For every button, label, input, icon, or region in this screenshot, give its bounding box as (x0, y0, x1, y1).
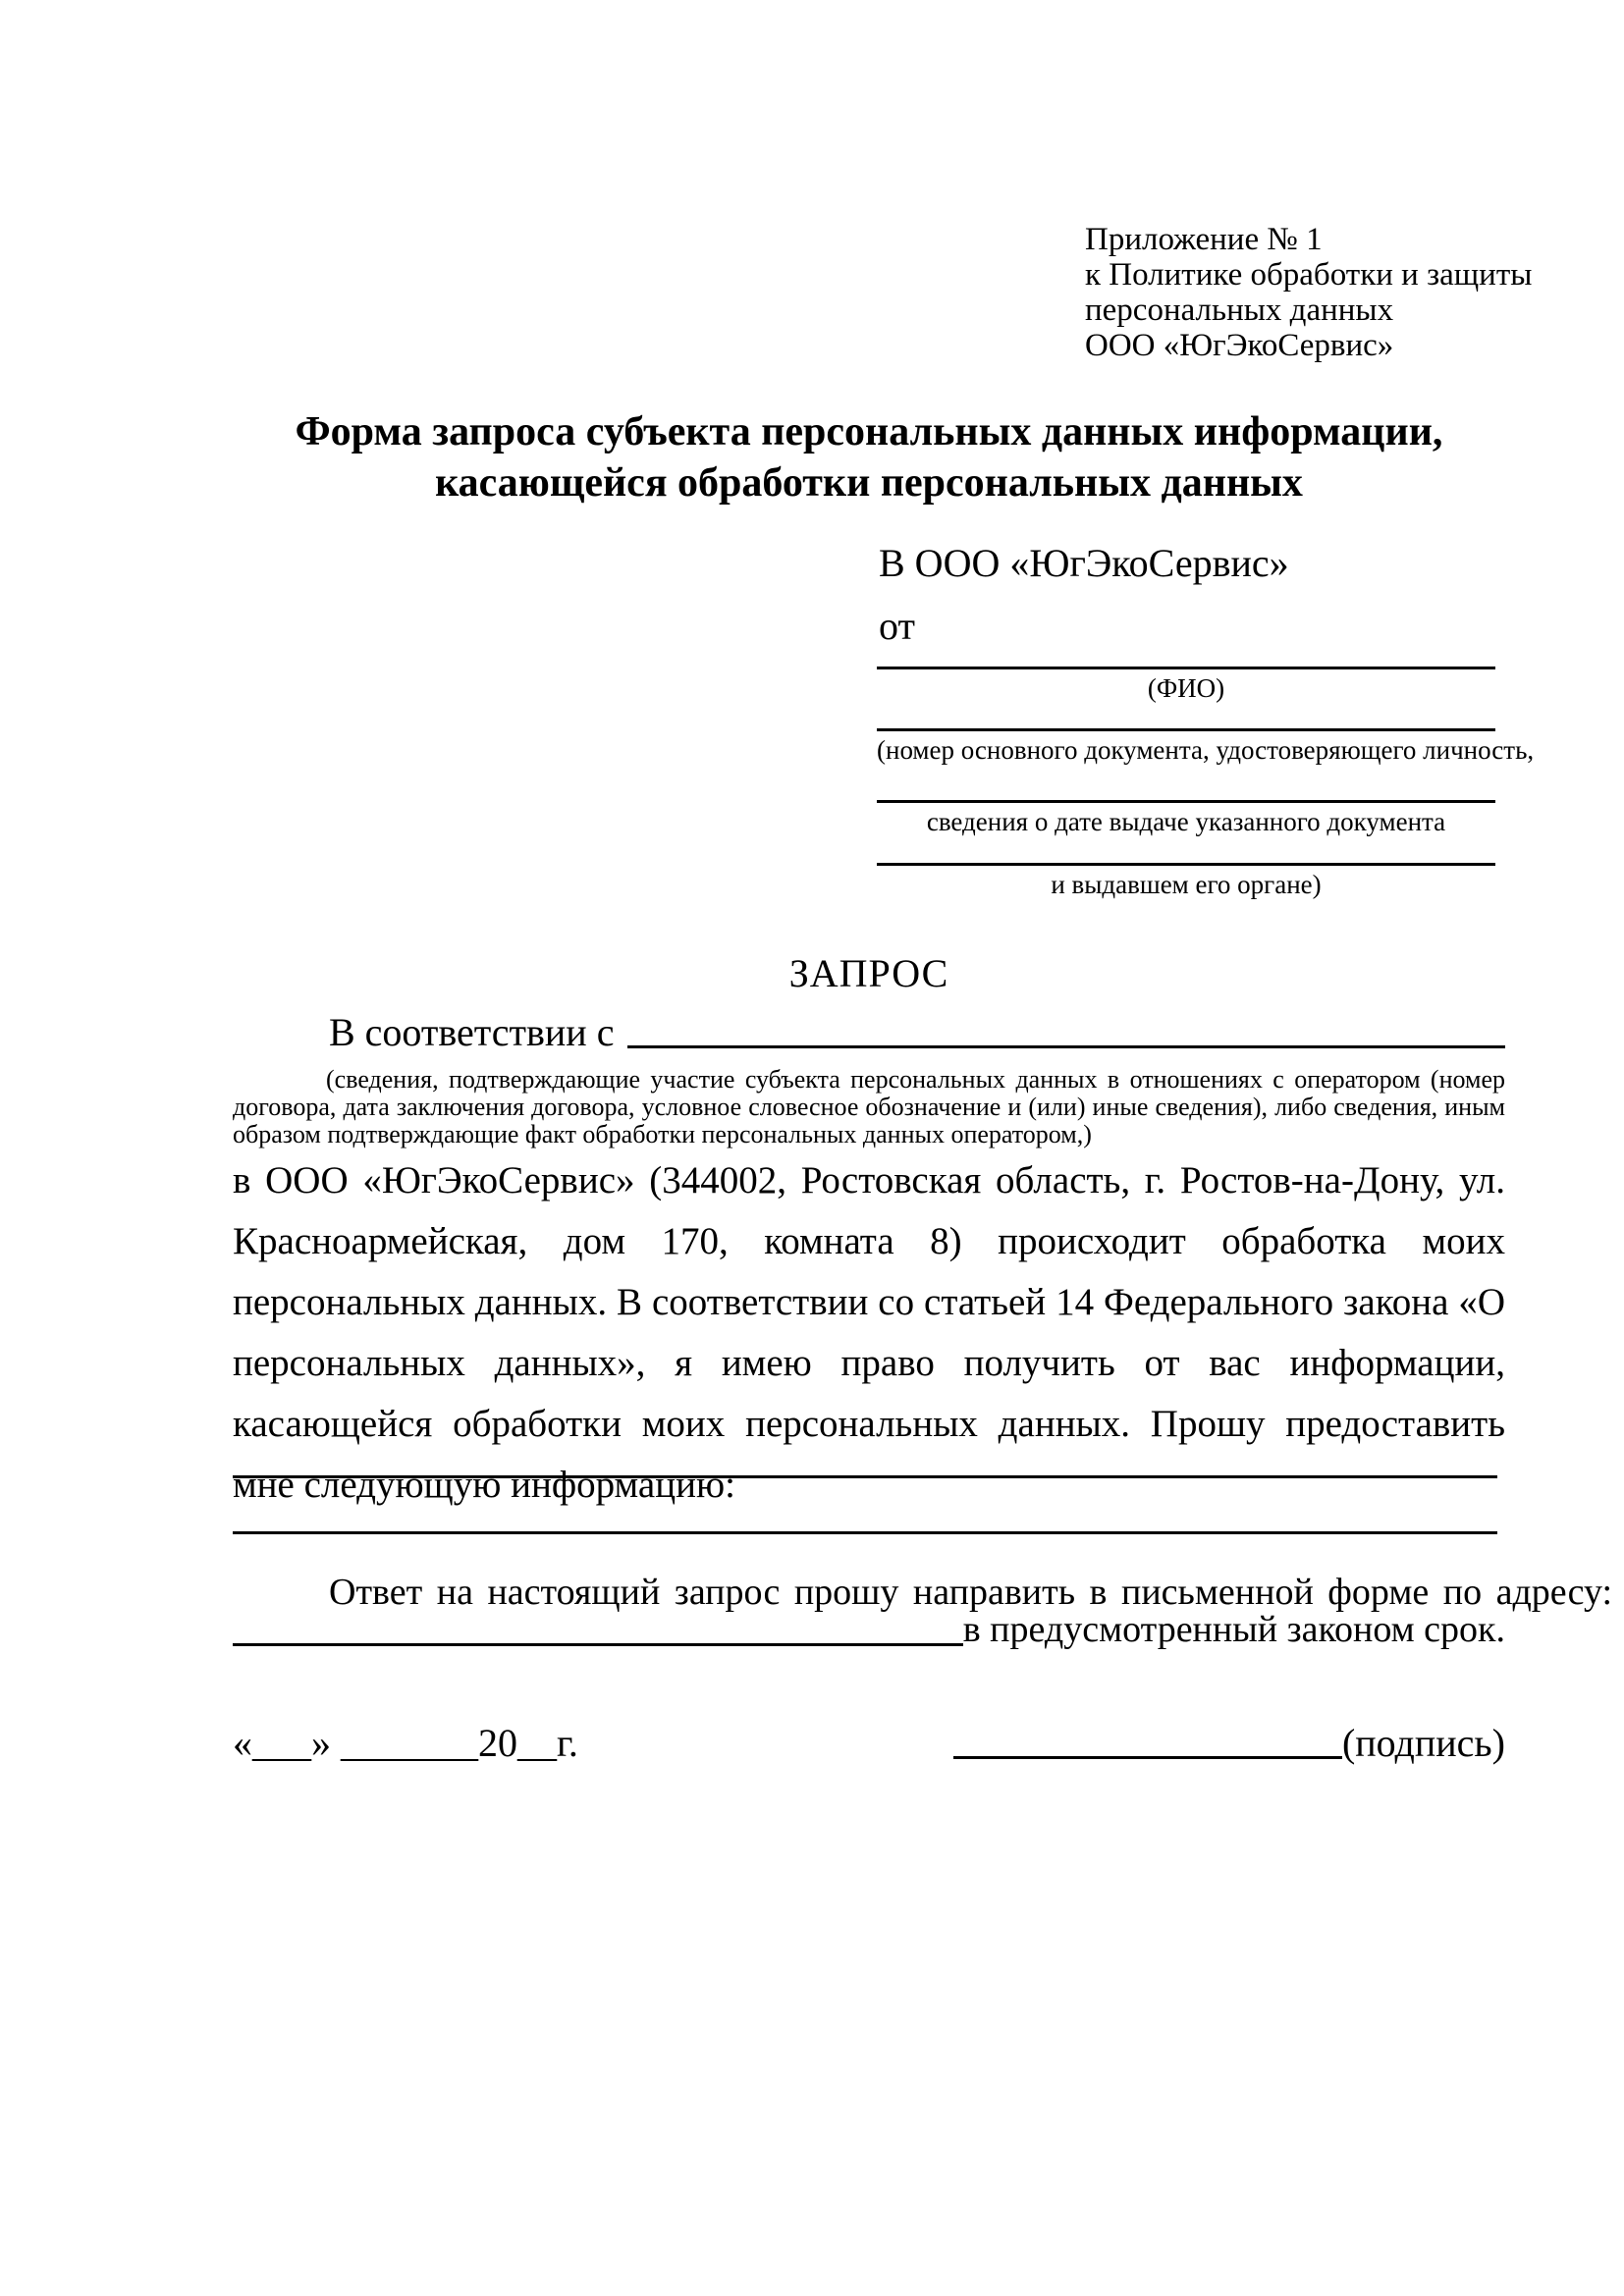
appendix-line-1: Приложение № 1 (1085, 222, 1323, 257)
accordance-caption: (сведения, подтверждающие участие субъекта персональных данных в отношениях с оператором (номер договора, дата заключения договора, условное словесное обозначение и (или) иные сведения), либо сведения, иным образом подтверждающие факт обработки персональных данных оператором,) (233, 1065, 1505, 1148)
issue-date-blank-field (877, 800, 1495, 838)
issue-date-caption: сведения о дате выдаче указанного документа (926, 807, 1446, 836)
addressee-to: В ООО «ЮгЭкоСервис» (879, 541, 1289, 585)
body-paragraph: в ООО «ЮгЭкоСервис» (344002, Ростовская область, г. Ростов-на-Дону, ул. Красноармейская, дом 170, комната 8) происходит обработка моих персональных данных. В соответствии со статьей 14 Федерального закона «О персональных данных», я имею право получить от вас информации, касающейся обработки моих персональных данных. Прошу предоставить мне следующую информацию: (233, 1159, 1505, 1506)
issuing-authority-caption: и выдавшем его органе) (1051, 870, 1322, 899)
signature-blank-line (953, 1756, 1342, 1759)
document-title: Форма запроса субъекта персональных данных информации, касающейся обработки персональных данных (295, 409, 1443, 506)
appendix-block (1085, 222, 1532, 363)
signature-caption: (подпись) (1341, 1721, 1505, 1765)
address-row (233, 1606, 1505, 1653)
info-blank-line-1 (233, 1475, 1497, 1478)
addressee-from-label: от (879, 604, 915, 648)
accordance-blank-line (627, 1045, 1505, 1048)
accordance-label: В соответствии с (329, 1010, 615, 1054)
document-number-caption: (номер основного документа, удостоверяющего личность, (877, 735, 1535, 765)
issuing-authority-blank-field (877, 863, 1495, 901)
accordance-row (233, 1009, 1505, 1055)
appendix-line-2: к Политике обработки и защиты (1085, 257, 1533, 293)
reply-deadline-text: в предусмотренный законом срок. (962, 1609, 1505, 1650)
reply-paragraph: Ответ на настоящий запрос прошу направить в письменной форме по адресу: (329, 1572, 1613, 1613)
appendix-line-4: ООО «ЮгЭкоСервис» (1085, 328, 1394, 363)
appendix-line-3: персональных данных (1085, 293, 1394, 328)
fio-caption: (ФИО) (1147, 673, 1225, 703)
address-blank-line (233, 1643, 963, 1646)
document-number-blank-field (877, 728, 1535, 767)
fio-blank-field (877, 667, 1495, 705)
request-heading: ЗАПРОС (788, 951, 949, 995)
date-signature-row (233, 1720, 1505, 1766)
info-blank-line-2 (233, 1531, 1497, 1534)
date-blank-line: «___» _______20__г. (233, 1721, 578, 1765)
signature-area (953, 1720, 1505, 1766)
